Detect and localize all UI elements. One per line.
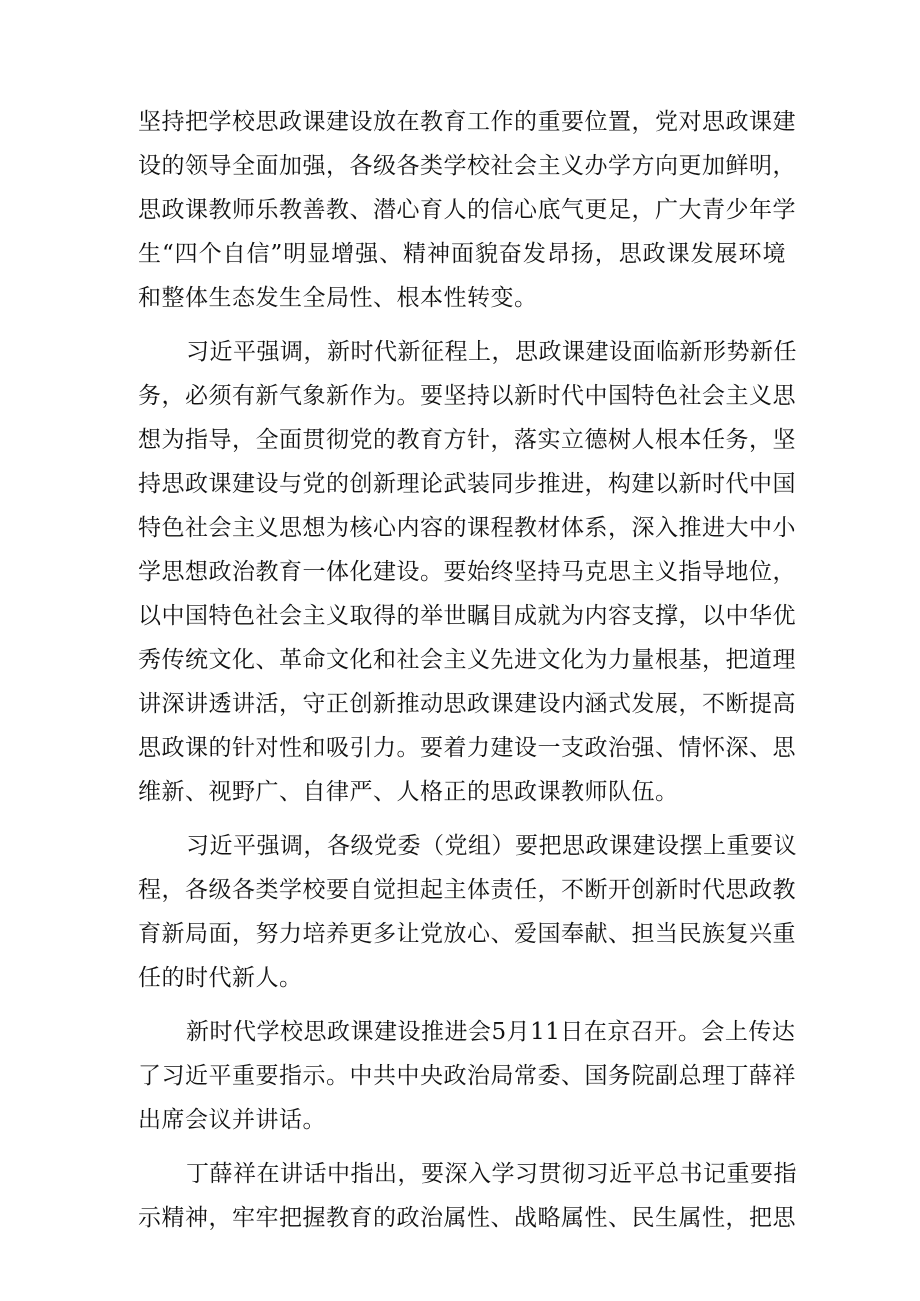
text-line: 设的领导全面加强，各级各类学校社会主义办学方向更加鲜明， (138, 153, 796, 179)
text-line: 持思政课建设与党的创新理论武装同步推进，构建以新时代中国 (138, 471, 796, 497)
text-line: 了习近平重要指示。中共中央政治局常委、国务院副总理丁薛祥 (138, 1063, 796, 1089)
text-line: 育新局面，努力培养更多让党放心、爱国奉献、担当民族复兴重 (138, 921, 796, 947)
paragraph-5 (138, 1152, 797, 1240)
text-line: 思政课教师乐教善教、潜心育人的信心底气更足，广大青少年学 (138, 197, 796, 223)
text-line: 讲深讲透讲活，守正创新推动思政课建设内涵式发展，不断提高 (138, 691, 796, 717)
text-line: 程，各级各类学校要自觉担起主体责任，不断开创新时代思政教 (138, 877, 796, 903)
text-line: 务，必须有新气象新作为。要坚持以新时代中国特色社会主义思 (138, 383, 796, 409)
text-line: 习近平强调，新时代新征程上，思政课建设面临新形势新任 (186, 339, 797, 365)
paragraph-3 (138, 824, 797, 1000)
text-line: 坚持把学校思政课建设放在教育工作的重要位置，党对思政课建 (138, 109, 796, 135)
text-line: 丁薛祥在讲话中指出，要深入学习贯彻习近平总书记重要指 (186, 1161, 797, 1187)
text-line: 习近平强调，各级党委（党组）要把思政课建设摆上重要议 (186, 833, 797, 859)
text-line: 新时代学校思政课建设推进会5月11日在京召开。会上传达 (186, 1019, 796, 1045)
text-line: 出席会议并讲话。 (138, 1107, 326, 1133)
text-line: 特色社会主义思想为核心内容的课程教材体系，深入推进大中小 (138, 515, 796, 541)
text-line: 学思想政治教育一体化建设。要始终坚持马克思主义指导地位， (138, 559, 796, 585)
text-line: 想为指导，全面贯彻党的教育方针，落实立德树人根本任务，坚 (138, 427, 796, 453)
paragraph-2 (138, 330, 797, 814)
document-body (138, 100, 797, 1240)
paragraph-1 (138, 100, 796, 320)
text-line: 和整体生态发生全局性、根本性转变。 (138, 285, 538, 311)
text-line: 思政课的针对性和吸引力。要着力建设一支政治强、情怀深、思 (138, 735, 796, 761)
text-line: 维新、视野广、自律严、人格正的思政课教师队伍。 (138, 779, 679, 805)
paragraph-4 (138, 1010, 796, 1142)
text-line: 秀传统文化、革命文化和社会主义先进文化为力量根基，把道理 (138, 647, 796, 673)
text-line: 生“四个自信”明显增强、精神面貌奋发昂扬，思政课发展环境 (138, 241, 786, 267)
text-line: 任的时代新人。 (138, 965, 303, 991)
text-line: 以中国特色社会主义取得的举世瞩目成就为内容支撑，以中华优 (138, 603, 796, 629)
text-line: 示精神，牢牢把握教育的政治属性、战略属性、民生属性，把思 (138, 1205, 796, 1231)
